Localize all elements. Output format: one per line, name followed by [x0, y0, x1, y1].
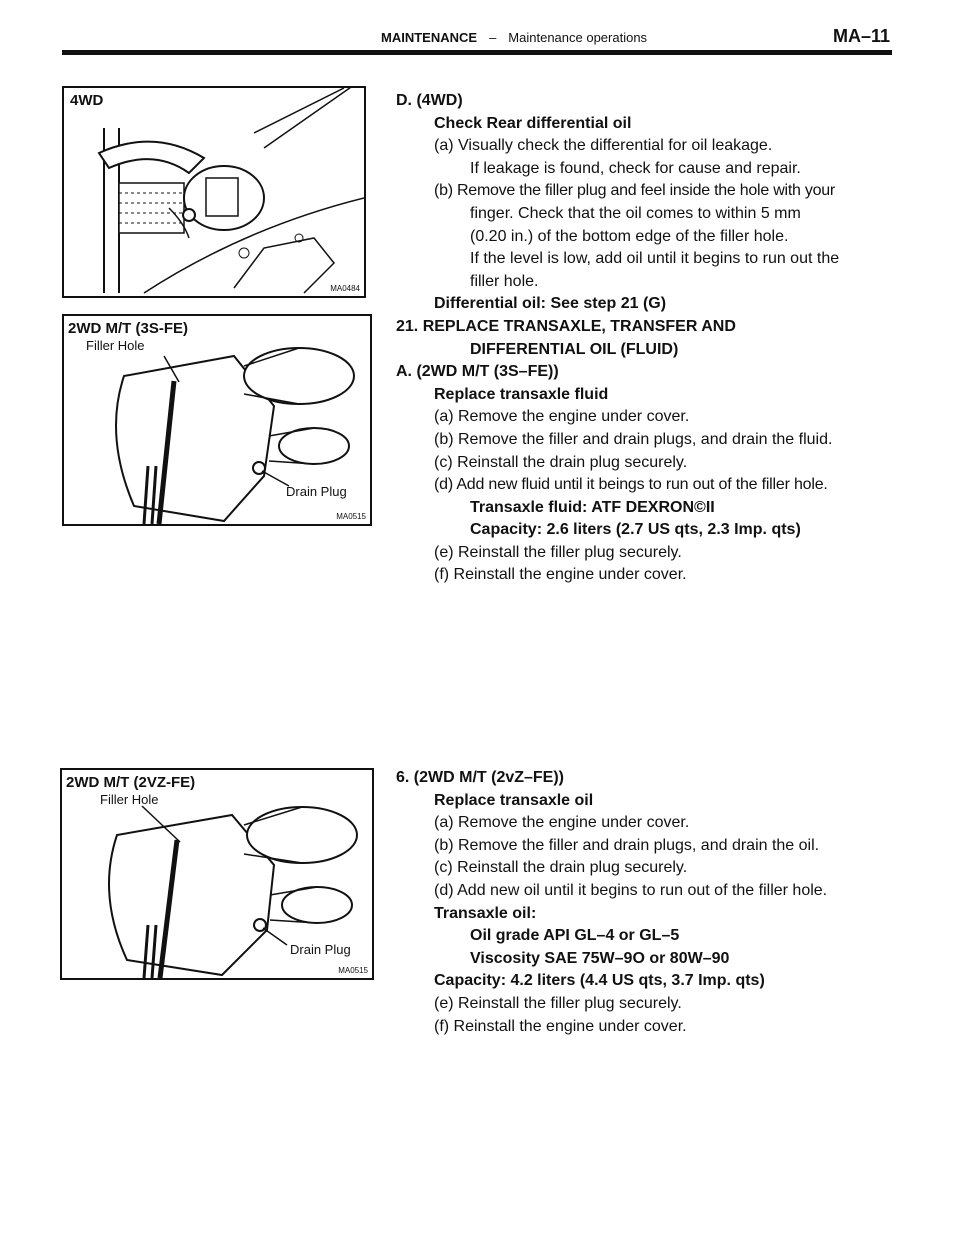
spec-line: Capacity: 2.6 liters (2.7 US qts, 2.3 Imp. qts) — [470, 521, 801, 539]
step-line: (f) Reinstall the engine under cover. — [434, 1017, 687, 1035]
spec-line: Transaxle fluid: ATF DEXRON©II — [470, 498, 715, 516]
heading-6-2wd: 6. (2WD M/T (2vZ–FE)) — [396, 769, 565, 786]
step-line: filler hole. — [470, 272, 539, 290]
heading-d-4wd: D. (4WD) — [396, 92, 463, 109]
step-line: (b) Remove the filler plug and feel inside the hole with your — [434, 182, 835, 200]
step-line: (d) Add new oil until it begins to run out of the filler hole. — [434, 881, 828, 899]
subheading: Replace transaxle fluid — [434, 385, 609, 403]
step-line: (e) Reinstall the filler plug securely. — [434, 543, 682, 561]
step-line: (e) Reinstall the filler plug securely. — [434, 994, 682, 1012]
section-title: MAINTENANCE — [381, 30, 478, 45]
step-line: (a) Remove the engine under cover. — [434, 408, 690, 426]
spec-line: Viscosity SAE 75W–9O or 80W–90 — [470, 949, 730, 967]
differential-illustration — [64, 88, 364, 296]
step-line: (d) Add new fluid until it beings to run out of the filler hole. — [434, 476, 828, 494]
spec-line: Differential oil: See step 21 (G) — [434, 295, 667, 313]
figure-2wd-3sfe — [62, 314, 372, 526]
step-line: (a) Visually check the differential for oil leakage. — [434, 137, 773, 155]
page-number: MA–11 — [832, 26, 890, 46]
figure-label: 4WD — [70, 92, 104, 109]
subsection-title: Maintenance operations — [508, 30, 648, 45]
step-line: (a) Remove the engine under cover. — [434, 814, 690, 832]
spec-line: Capacity: 4.2 liters (4.4 US qts, 3.7 Imp. qts) — [434, 972, 765, 990]
figure-4wd-differential — [62, 86, 366, 298]
subheading: Replace transaxle oil — [434, 791, 594, 809]
filler-hole-callout: Filler Hole — [100, 792, 159, 807]
header-rule — [62, 50, 892, 55]
running-header — [381, 30, 647, 45]
figure-label: 2WD M/T (2VZ-FE) — [66, 774, 196, 791]
step-line: (b) Remove the filler and drain plugs, and drain the fluid. — [434, 430, 833, 448]
step-line: If leakage is found, check for cause and repair. — [470, 159, 801, 177]
spec-line: Transaxle oil: — [434, 904, 537, 922]
figure-code: MA0515 — [338, 966, 368, 975]
step-line: If the level is low, add oil until it begins to run out the — [470, 250, 840, 268]
figure-2wd-2vzfe — [60, 768, 374, 980]
header-dash: – — [489, 30, 497, 45]
step-line: (0.20 in.) of the bottom edge of the filler hole. — [470, 227, 789, 245]
drain-plug-callout: Drain Plug — [290, 942, 351, 957]
filler-hole-callout: Filler Hole — [86, 338, 145, 353]
figure-label: 2WD M/T (3S-FE) — [68, 320, 188, 337]
section-heading-cont: DIFFERENTIAL OIL (FLUID) — [470, 340, 679, 358]
figure-code: MA0484 — [330, 284, 360, 293]
subheading: Check Rear differential oil — [434, 114, 632, 132]
step-line: (c) Reinstall the drain plug securely. — [434, 859, 688, 877]
section-heading: 21. REPLACE TRANSAXLE, TRANSFER AND — [396, 317, 736, 335]
step-line: (c) Reinstall the drain plug securely. — [434, 453, 688, 471]
drain-plug-callout: Drain Plug — [286, 484, 347, 499]
text-block-1 — [396, 90, 896, 587]
heading-a-2wd: A. (2WD M/T (3S–FE)) — [396, 363, 559, 381]
step-line: (f) Reinstall the engine under cover. — [434, 566, 687, 584]
figure-code: MA0515 — [336, 512, 366, 521]
step-line: finger. Check that the oil comes to within 5 mm — [470, 204, 801, 222]
text-block-2 — [396, 767, 896, 1038]
step-line: (b) Remove the filler and drain plugs, and drain the oil. — [434, 836, 820, 854]
spec-line: Oil grade API GL–4 or GL–5 — [470, 927, 680, 945]
